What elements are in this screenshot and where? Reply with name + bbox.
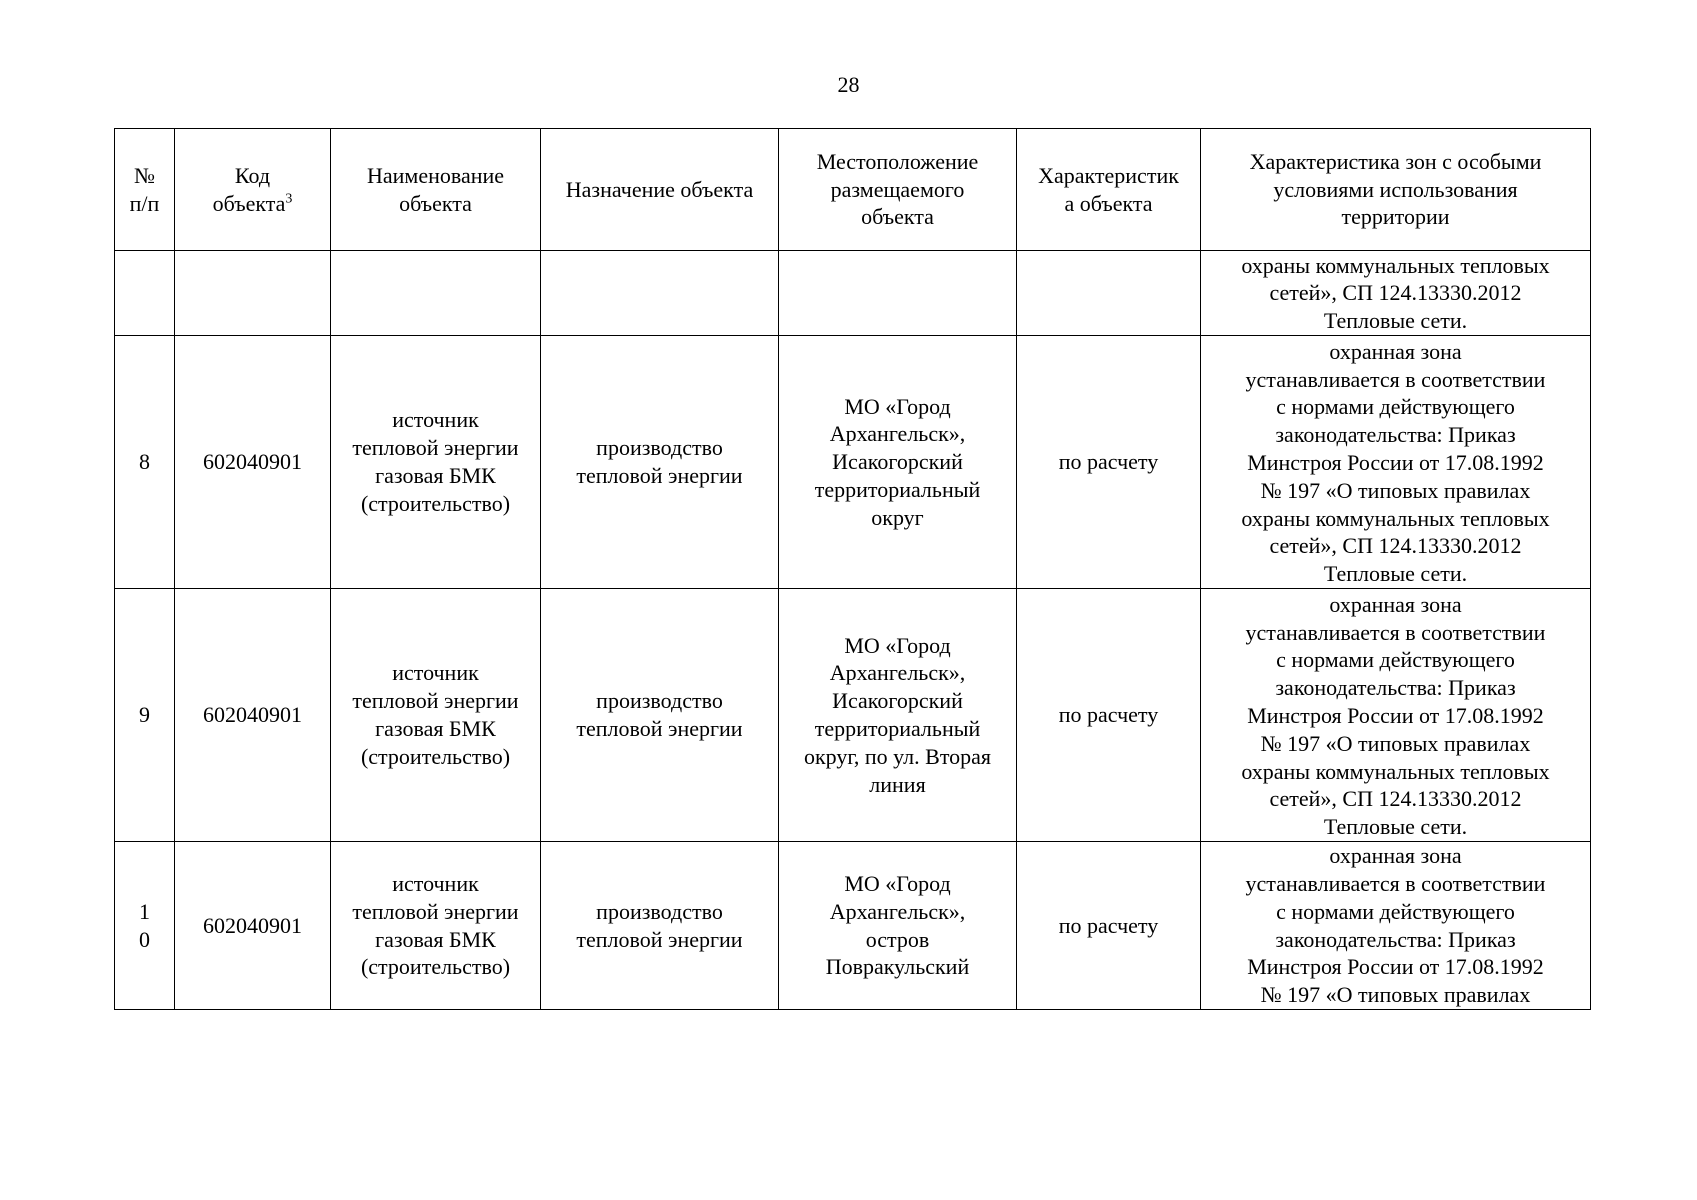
- table-row: [115, 589, 1591, 842]
- cell-name: источник тепловой энергии газовая БМК (строительство): [331, 336, 541, 589]
- header-location: Местоположение размещаемого объекта: [779, 129, 1017, 251]
- cell-num: [115, 251, 175, 336]
- cell-purpose: [541, 251, 779, 336]
- cell-location: МО «Город Архангельск», остров Повракульский: [779, 842, 1017, 1010]
- header-zones: Характеристика зон с особыми условиями использования территории: [1201, 129, 1591, 251]
- header-purpose: Назначение объекта: [541, 129, 779, 251]
- cell-name: источник тепловой энергии газовая БМК (строительство): [331, 842, 541, 1010]
- cell-zones: охранная зона устанавливается в соответствии с нормами действующего законодательства: Приказ Минстроя России от 17.08.1992 № 197 «О типовых правилах охраны коммунальных тепловых сетей», СП 124.13330.2012 Тепловые сети.: [1201, 336, 1591, 589]
- cell-characteristic: по расчету: [1017, 336, 1201, 589]
- header-code: Код объекта$^3$: [175, 129, 331, 251]
- objects-table: [114, 128, 1591, 1010]
- cell-location: МО «Город Архангельск», Исакогорский территориальный округ: [779, 336, 1017, 589]
- cell-zones: охранная зона устанавливается в соответствии с нормами действующего законодательства: Приказ Минстроя России от 17.08.1992 № 197 «О типовых правилах охраны коммунальных тепловых сетей», СП 124.13330.2012 Тепловые сети.: [1201, 589, 1591, 842]
- table-row-continuation: [115, 251, 1591, 336]
- cell-code: 602040901: [175, 336, 331, 589]
- cell-code: 602040901: [175, 842, 331, 1010]
- cell-code: [175, 251, 331, 336]
- cell-zones: охранная зона устанавливается в соответствии с нормами действующего законодательства: Приказ Минстроя России от 17.08.1992 № 197 «О типовых правилах: [1201, 842, 1591, 1010]
- cell-location: [779, 251, 1017, 336]
- cell-location: МО «Город Архангельск», Исакогорский территориальный округ, по ул. Вторая линия: [779, 589, 1017, 842]
- cell-purpose: производство тепловой энергии: [541, 842, 779, 1010]
- cell-purpose: производство тепловой энергии: [541, 336, 779, 589]
- header-characteristic: Характеристик а объекта: [1017, 129, 1201, 251]
- header-num: № п/п: [115, 129, 175, 251]
- cell-name: [331, 251, 541, 336]
- table-row: [115, 842, 1591, 1010]
- footnote-marker: 3: [285, 191, 293, 207]
- cell-characteristic: по расчету: [1017, 842, 1201, 1010]
- page-number: 28: [837, 72, 860, 97]
- table-header-row: [115, 129, 1591, 251]
- cell-characteristic: [1017, 251, 1201, 336]
- table-row: [115, 336, 1591, 589]
- cell-num: 8: [115, 336, 175, 589]
- cell-name: источник тепловой энергии газовая БМК (строительство): [331, 589, 541, 842]
- cell-num: 9: [115, 589, 175, 842]
- cell-num: 1 0: [115, 842, 175, 1010]
- cell-purpose: производство тепловой энергии: [541, 589, 779, 842]
- header-name: Наименование объекта: [331, 129, 541, 251]
- cell-code: 602040901: [175, 589, 331, 842]
- cell-characteristic: по расчету: [1017, 589, 1201, 842]
- cell-zones: охраны коммунальных тепловых сетей», СП 124.13330.2012 Тепловые сети.: [1201, 251, 1591, 336]
